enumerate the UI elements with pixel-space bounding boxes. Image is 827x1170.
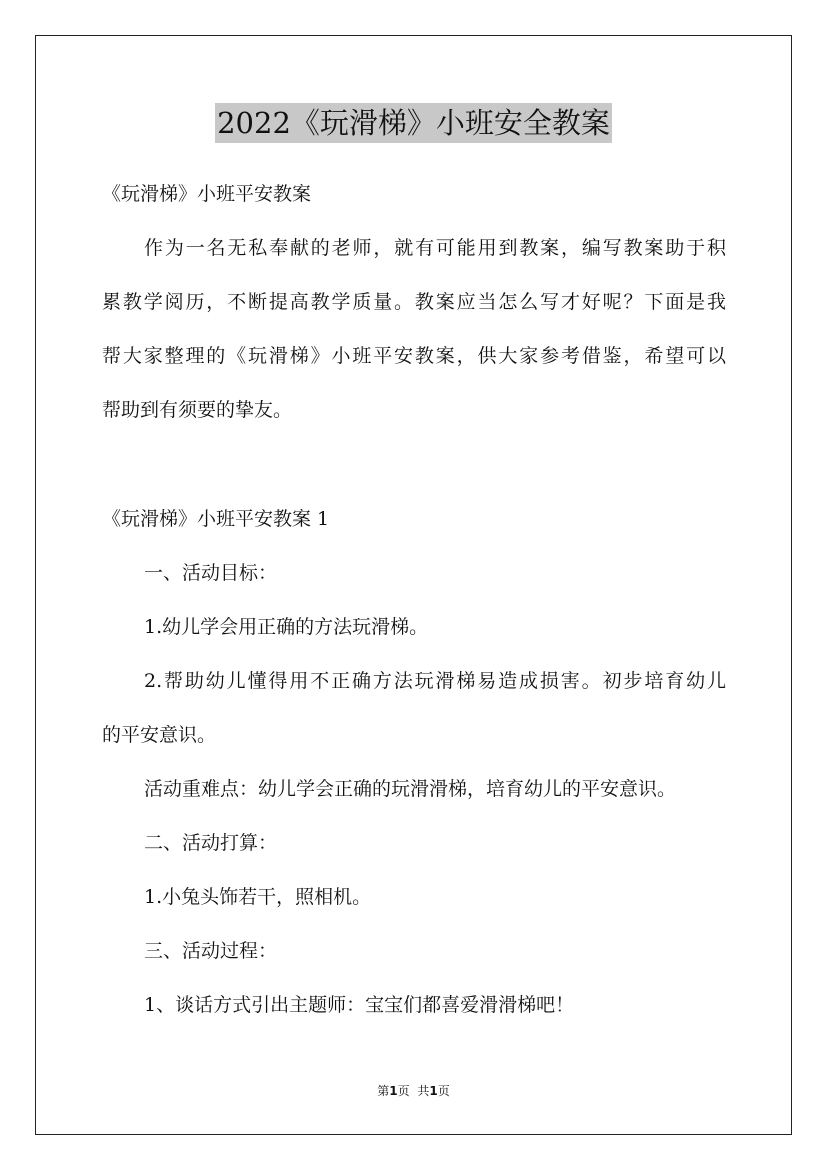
document-subtitle: 《玩滑梯》小班平安教案: [102, 183, 312, 205]
footer-page-suffix: 页: [397, 1084, 410, 1098]
intro-line-3: 帮大家整理的《玩滑梯》小班平安教案，供大家参考借鉴，希望可以: [102, 345, 726, 367]
footer-total-suffix: 页: [437, 1084, 450, 1098]
body-line-8: 三、活动过程：: [144, 940, 278, 962]
body-line-9: 1、谈话方式引出主题师：宝宝们都喜爱滑滑梯吧！: [144, 994, 575, 1016]
footer-page-prefix: 第: [377, 1084, 390, 1098]
body-line-5: 活动重难点：幼儿学会正确的玩滑滑梯，培育幼儿的平安意识。: [144, 778, 677, 800]
document-title: 2022《玩滑梯》小班安全教案: [215, 103, 612, 143]
intro-line-1: 作为一名无私奉献的老师，就有可能用到教案，编写教案助于积: [144, 237, 726, 259]
body-line-2: 1.幼儿学会用正确的方法玩滑梯。: [144, 616, 429, 638]
body-line-6: 二、活动打算：: [144, 832, 278, 854]
page-footer: [0, 1083, 827, 1099]
body-line-1: 一、活动目标：: [144, 562, 278, 584]
body-line-7: 1.小兔头饰若干，照相机。: [144, 886, 372, 908]
title-container: [0, 103, 827, 143]
footer-total-prefix: 共: [417, 1084, 430, 1098]
body-line-3: 2.帮助幼儿懂得用不正确方法玩滑梯易造成损害。初步培育幼儿: [144, 670, 726, 692]
section-heading: 《玩滑梯》小班平安教案 1: [102, 508, 330, 530]
body-line-4: 的平安意识。: [102, 724, 217, 746]
footer-total-number: 1: [429, 1084, 438, 1098]
intro-line-2: 累教学阅历，不断提高教学质量。教案应当怎么写才好呢？下面是我: [102, 291, 726, 313]
footer-page-number: 1: [389, 1084, 398, 1098]
intro-line-4: 帮助到有须要的挚友。: [102, 399, 293, 421]
